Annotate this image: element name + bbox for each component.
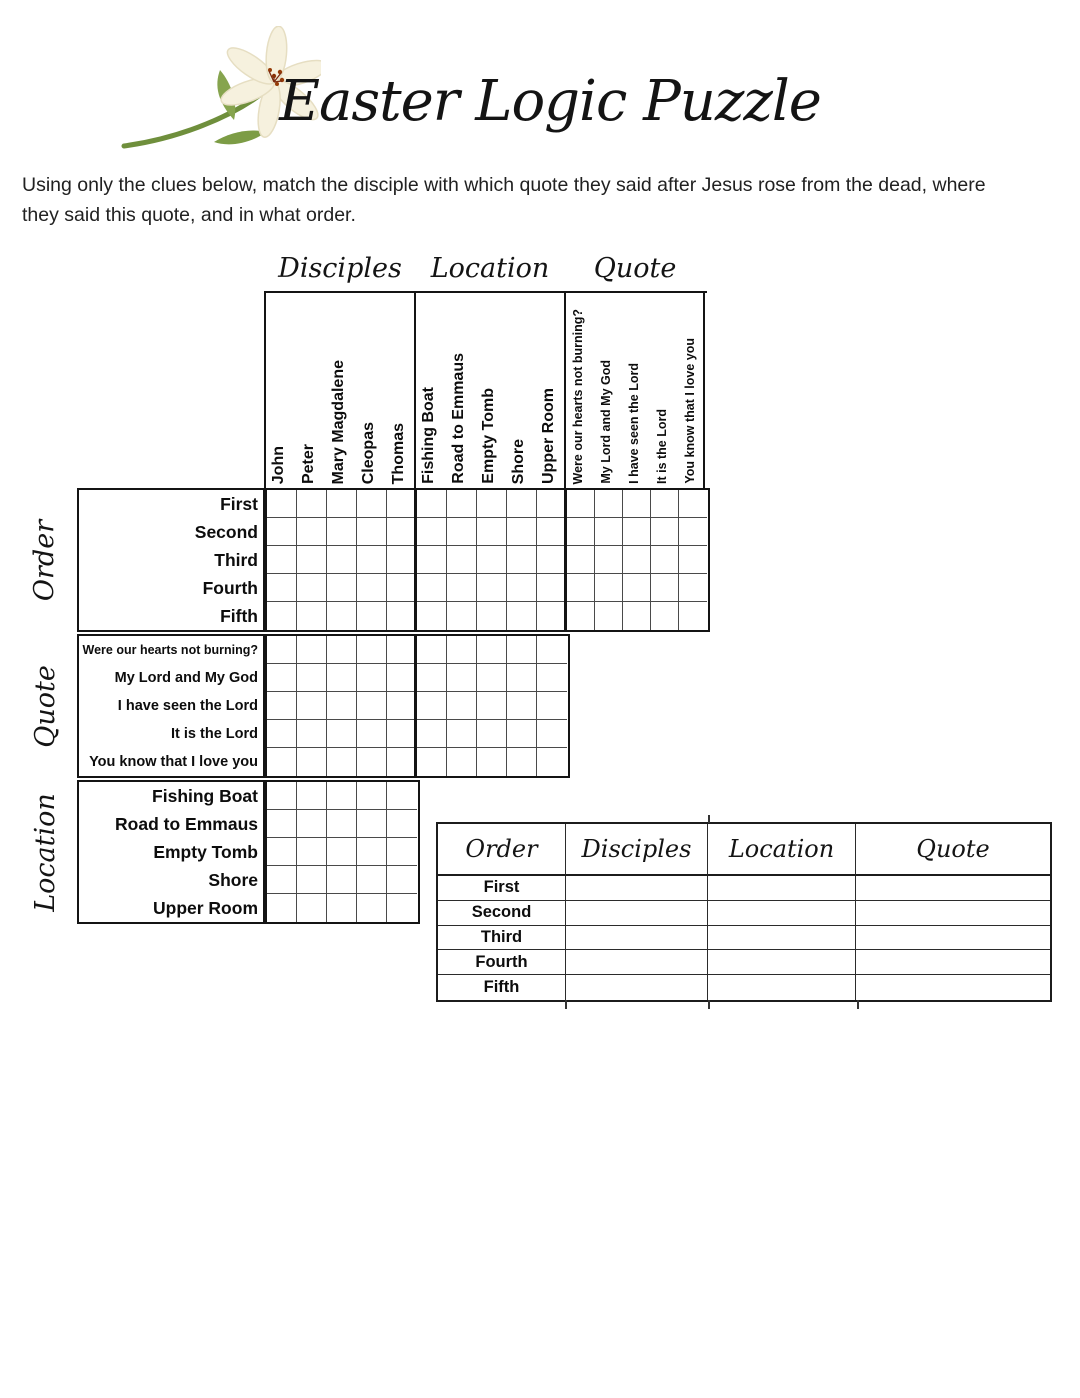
answer-header-disciples: Disciples bbox=[566, 824, 708, 876]
answer-cell-disciple[interactable] bbox=[566, 926, 708, 951]
grid-cell[interactable] bbox=[297, 894, 327, 922]
row-label: I have seen the Lord bbox=[117, 698, 258, 714]
row-group-label-quote bbox=[6, 634, 84, 778]
grid-cell[interactable] bbox=[267, 838, 297, 866]
grid-cell[interactable] bbox=[417, 574, 447, 602]
grid-cell[interactable] bbox=[507, 518, 537, 546]
row-label: Fourth bbox=[202, 577, 258, 598]
answer-cell-location[interactable] bbox=[708, 876, 856, 901]
grid-cell[interactable] bbox=[357, 574, 387, 602]
column-group-label-location: Location bbox=[430, 252, 550, 284]
grid-cell[interactable] bbox=[651, 602, 679, 630]
grid-cell[interactable] bbox=[297, 602, 327, 630]
answer-row-label: Second bbox=[438, 901, 566, 926]
grid-cell[interactable] bbox=[447, 518, 477, 546]
grid-cell[interactable] bbox=[417, 490, 447, 518]
grid-cell[interactable] bbox=[595, 490, 623, 518]
row-label: Fishing Boat bbox=[152, 785, 258, 806]
grid-cell[interactable] bbox=[327, 636, 357, 664]
grid-cell[interactable] bbox=[477, 518, 507, 546]
grid-cell[interactable] bbox=[623, 546, 651, 574]
grid-cell[interactable] bbox=[357, 810, 387, 838]
grid-cell[interactable] bbox=[387, 810, 417, 838]
answer-cell-quote[interactable] bbox=[856, 975, 1050, 1000]
grid-cell[interactable] bbox=[357, 748, 387, 776]
column-group-label-disciples: Disciples bbox=[278, 252, 402, 284]
answer-row-label: Third bbox=[438, 926, 566, 951]
header-divider bbox=[264, 291, 266, 488]
table-line-stub bbox=[708, 1000, 710, 1009]
grid-cell[interactable] bbox=[327, 574, 357, 602]
grid-cell[interactable] bbox=[267, 518, 297, 546]
column-header-locations: Upper Room bbox=[540, 388, 557, 484]
grid-cell[interactable] bbox=[417, 636, 447, 664]
grid-cell[interactable] bbox=[387, 782, 417, 810]
row-label: Empty Tomb bbox=[153, 841, 258, 862]
grid-cell[interactable] bbox=[387, 748, 417, 776]
column-header-locations: Empty Tomb bbox=[480, 388, 497, 484]
table-line-stub bbox=[857, 1000, 859, 1009]
answer-cell-location[interactable] bbox=[708, 901, 856, 926]
grid-cell[interactable] bbox=[297, 546, 327, 574]
grid-cell[interactable] bbox=[267, 782, 297, 810]
grid-cell[interactable] bbox=[477, 490, 507, 518]
column-header-disciples: Peter bbox=[300, 443, 317, 484]
grid-cell[interactable] bbox=[567, 546, 595, 574]
grid-cell[interactable] bbox=[567, 602, 595, 630]
grid-cell[interactable] bbox=[447, 574, 477, 602]
grid-cell[interactable] bbox=[297, 810, 327, 838]
grid-cell[interactable] bbox=[537, 574, 567, 602]
grid-cell[interactable] bbox=[477, 748, 507, 776]
answer-row-label: Fifth bbox=[438, 975, 566, 1000]
grid-cell[interactable] bbox=[267, 692, 297, 720]
grid-cell[interactable] bbox=[387, 894, 417, 922]
grid-cell[interactable] bbox=[267, 866, 297, 894]
column-header-quotes: Were our hearts not burning? bbox=[570, 308, 585, 484]
answer-cell-quote[interactable] bbox=[856, 926, 1050, 951]
row-label: You know that I love you bbox=[89, 754, 258, 770]
row-label: First bbox=[220, 493, 258, 514]
grid-cell[interactable] bbox=[327, 810, 357, 838]
grid-cell[interactable] bbox=[537, 602, 567, 630]
grid-cell[interactable] bbox=[477, 546, 507, 574]
column-header-quotes: My Lord and My God bbox=[598, 360, 613, 484]
grid-cell[interactable] bbox=[679, 518, 707, 546]
grid-cell[interactable] bbox=[507, 692, 537, 720]
grid-cell[interactable] bbox=[417, 546, 447, 574]
grid-block-divider bbox=[414, 488, 417, 632]
grid-cell[interactable] bbox=[357, 866, 387, 894]
row-label: My Lord and My God bbox=[114, 670, 258, 686]
grid-cell[interactable] bbox=[297, 838, 327, 866]
grid-cell[interactable] bbox=[447, 720, 477, 748]
grid-cell[interactable] bbox=[357, 490, 387, 518]
grid-cell[interactable] bbox=[595, 602, 623, 630]
grid-cell[interactable] bbox=[327, 692, 357, 720]
grid-cell[interactable] bbox=[297, 518, 327, 546]
row-label: Were our hearts not burning? bbox=[82, 643, 258, 657]
grid-band bbox=[265, 488, 710, 632]
grid-cell[interactable] bbox=[327, 782, 357, 810]
table-line-stub bbox=[565, 1000, 567, 1009]
grid-cell[interactable] bbox=[567, 490, 595, 518]
answer-cell-quote[interactable] bbox=[856, 901, 1050, 926]
grid-cell[interactable] bbox=[477, 574, 507, 602]
grid-cell[interactable] bbox=[297, 574, 327, 602]
grid-cell[interactable] bbox=[507, 748, 537, 776]
column-group-label-quote: Quote bbox=[593, 252, 677, 284]
grid-cell[interactable] bbox=[327, 664, 357, 692]
grid-cell[interactable] bbox=[595, 574, 623, 602]
row-group-label-order-text: Order bbox=[29, 519, 61, 601]
grid-cell[interactable] bbox=[477, 720, 507, 748]
grid-cell[interactable] bbox=[387, 720, 417, 748]
grid-cell[interactable] bbox=[327, 602, 357, 630]
grid-cell[interactable] bbox=[447, 748, 477, 776]
row-label: Upper Room bbox=[153, 897, 258, 918]
grid-cell[interactable] bbox=[477, 692, 507, 720]
answer-cell-location[interactable] bbox=[708, 926, 856, 951]
grid-cell[interactable] bbox=[267, 894, 297, 922]
column-header-quotes: You know that I love you bbox=[682, 338, 697, 484]
grid-cell[interactable] bbox=[387, 574, 417, 602]
page-title: Easter Logic Puzzle bbox=[279, 69, 821, 134]
grid-cell[interactable] bbox=[537, 664, 567, 692]
grid-cell[interactable] bbox=[297, 720, 327, 748]
grid-cell[interactable] bbox=[679, 602, 707, 630]
grid-cell[interactable] bbox=[537, 546, 567, 574]
grid-cell[interactable] bbox=[387, 602, 417, 630]
grid-cell[interactable] bbox=[357, 692, 387, 720]
grid-cell[interactable] bbox=[679, 546, 707, 574]
row-label: Third bbox=[214, 549, 258, 570]
header-divider bbox=[703, 291, 705, 488]
grid-cell[interactable] bbox=[267, 810, 297, 838]
grid-cell[interactable] bbox=[267, 636, 297, 664]
grid-cell[interactable] bbox=[679, 574, 707, 602]
grid-cell[interactable] bbox=[267, 664, 297, 692]
grid-cell[interactable] bbox=[417, 602, 447, 630]
table-line-stub bbox=[708, 815, 710, 823]
grid-cell[interactable] bbox=[651, 490, 679, 518]
grid-cell[interactable] bbox=[297, 636, 327, 664]
grid-cell[interactable] bbox=[623, 490, 651, 518]
grid-cell[interactable] bbox=[327, 518, 357, 546]
grid-block-divider bbox=[564, 488, 567, 632]
grid-cell[interactable] bbox=[447, 664, 477, 692]
grid-cell[interactable] bbox=[679, 490, 707, 518]
row-label-box-quotes bbox=[77, 634, 265, 778]
column-header-locations: Shore bbox=[510, 438, 527, 484]
grid-cell[interactable] bbox=[357, 546, 387, 574]
grid-cell[interactable] bbox=[507, 636, 537, 664]
grid-cell[interactable] bbox=[651, 546, 679, 574]
instructions: Using only the clues below, match the disciple with which quote they said after Jesus rose from the dead, where they said this quote, and in what order. bbox=[22, 174, 986, 227]
grid-cell[interactable] bbox=[447, 636, 477, 664]
grid-cell[interactable] bbox=[357, 720, 387, 748]
grid-cell[interactable] bbox=[387, 518, 417, 546]
answer-cell-quote[interactable] bbox=[856, 950, 1050, 975]
grid-cell[interactable] bbox=[507, 574, 537, 602]
grid-cell[interactable] bbox=[623, 574, 651, 602]
column-header-locations: Road to Emmaus bbox=[450, 353, 467, 484]
grid-cell[interactable] bbox=[417, 720, 447, 748]
grid-cell[interactable] bbox=[477, 636, 507, 664]
grid-cell[interactable] bbox=[623, 518, 651, 546]
grid-cell[interactable] bbox=[507, 490, 537, 518]
answer-cell-location[interactable] bbox=[708, 975, 856, 1000]
grid-cell[interactable] bbox=[567, 518, 595, 546]
grid-cell[interactable] bbox=[327, 838, 357, 866]
grid-block-divider bbox=[414, 634, 417, 778]
column-header-quotes: I have seen the Lord bbox=[626, 363, 641, 484]
grid-cell[interactable] bbox=[297, 490, 327, 518]
grid-cell[interactable] bbox=[537, 518, 567, 546]
grid-cell[interactable] bbox=[447, 546, 477, 574]
grid-cell[interactable] bbox=[595, 546, 623, 574]
column-header-disciples: Thomas bbox=[390, 422, 407, 484]
grid-cell[interactable] bbox=[387, 546, 417, 574]
answer-header-location: Location bbox=[708, 824, 856, 876]
grid-cell[interactable] bbox=[447, 692, 477, 720]
grid-cell[interactable] bbox=[537, 490, 567, 518]
grid-cell[interactable] bbox=[507, 720, 537, 748]
grid-cell[interactable] bbox=[267, 602, 297, 630]
answer-header-quote: Quote bbox=[856, 824, 1050, 876]
grid-cell[interactable] bbox=[297, 692, 327, 720]
grid-cell[interactable] bbox=[297, 664, 327, 692]
grid-cell[interactable] bbox=[417, 692, 447, 720]
grid-cell[interactable] bbox=[357, 602, 387, 630]
answer-cell-disciple[interactable] bbox=[566, 876, 708, 901]
row-label-box-orders bbox=[77, 488, 265, 632]
grid-cell[interactable] bbox=[357, 782, 387, 810]
header-divider bbox=[564, 291, 566, 488]
grid-cell[interactable] bbox=[357, 636, 387, 664]
answer-row-label: Fourth bbox=[438, 950, 566, 975]
grid-cell[interactable] bbox=[387, 692, 417, 720]
grid-cell[interactable] bbox=[387, 838, 417, 866]
grid-cell[interactable] bbox=[357, 518, 387, 546]
grid-cell[interactable] bbox=[537, 692, 567, 720]
answer-row-label: First bbox=[438, 876, 566, 901]
row-label: Shore bbox=[208, 869, 258, 890]
grid-cell[interactable] bbox=[327, 866, 357, 894]
grid-cell[interactable] bbox=[297, 782, 327, 810]
answer-cell-disciple[interactable] bbox=[566, 950, 708, 975]
grid-band bbox=[265, 634, 570, 778]
grid-cell[interactable] bbox=[357, 894, 387, 922]
grid-cell[interactable] bbox=[387, 866, 417, 894]
grid-cell[interactable] bbox=[537, 720, 567, 748]
grid-cell[interactable] bbox=[417, 518, 447, 546]
column-header-quotes: It is the Lord bbox=[654, 409, 669, 484]
answer-header-order: Order bbox=[438, 824, 566, 876]
grid-cell[interactable] bbox=[651, 574, 679, 602]
grid-cell[interactable] bbox=[267, 490, 297, 518]
grid-cell[interactable] bbox=[327, 546, 357, 574]
grid-cell[interactable] bbox=[267, 720, 297, 748]
grid-cell[interactable] bbox=[387, 664, 417, 692]
answer-cell-location[interactable] bbox=[708, 950, 856, 975]
row-group-label-order bbox=[6, 488, 84, 632]
grid-cell[interactable] bbox=[357, 664, 387, 692]
grid-cell[interactable] bbox=[327, 894, 357, 922]
grid-cell[interactable] bbox=[507, 664, 537, 692]
grid-cell[interactable] bbox=[507, 602, 537, 630]
answer-cell-disciple[interactable] bbox=[566, 975, 708, 1000]
column-header-disciples: Cleopas bbox=[360, 421, 377, 484]
grid-cell[interactable] bbox=[357, 838, 387, 866]
row-label: It is the Lord bbox=[171, 726, 258, 742]
grid-cell[interactable] bbox=[417, 748, 447, 776]
answer-cell-quote[interactable] bbox=[856, 876, 1050, 901]
grid-cell[interactable] bbox=[623, 602, 651, 630]
row-label: Second bbox=[194, 521, 258, 542]
grid-cell[interactable] bbox=[477, 664, 507, 692]
grid-cell[interactable] bbox=[507, 546, 537, 574]
grid-cell[interactable] bbox=[537, 748, 567, 776]
column-header-locations: Fishing Boat bbox=[420, 387, 437, 484]
grid-cell[interactable] bbox=[267, 546, 297, 574]
grid-cell[interactable] bbox=[327, 490, 357, 518]
grid-cell[interactable] bbox=[387, 490, 417, 518]
grid-cell[interactable] bbox=[297, 866, 327, 894]
column-header-disciples: John bbox=[270, 445, 287, 484]
grid-cell[interactable] bbox=[567, 574, 595, 602]
grid-cell[interactable] bbox=[327, 720, 357, 748]
grid-cell[interactable] bbox=[447, 490, 477, 518]
row-group-label-location-text: Location bbox=[29, 792, 61, 912]
answer-cell-disciple[interactable] bbox=[566, 901, 708, 926]
row-label: Fifth bbox=[220, 605, 258, 626]
answer-table bbox=[436, 822, 1052, 1002]
grid-band bbox=[265, 780, 420, 924]
header-divider bbox=[414, 291, 416, 488]
grid-cell[interactable] bbox=[537, 636, 567, 664]
row-label: Road to Emmaus bbox=[115, 813, 258, 834]
grid-cell[interactable] bbox=[267, 574, 297, 602]
grid-cell[interactable] bbox=[327, 748, 357, 776]
grid-cell[interactable] bbox=[477, 602, 507, 630]
row-label-box-locations bbox=[77, 780, 265, 924]
row-group-label-location bbox=[6, 780, 84, 924]
grid-cell[interactable] bbox=[387, 636, 417, 664]
grid-cell[interactable] bbox=[297, 748, 327, 776]
grid-cell[interactable] bbox=[417, 664, 447, 692]
grid-cell[interactable] bbox=[267, 748, 297, 776]
grid-cell[interactable] bbox=[595, 518, 623, 546]
header-top-border bbox=[264, 291, 707, 293]
row-group-label-quote-text: Quote bbox=[29, 664, 61, 748]
grid-cell[interactable] bbox=[447, 602, 477, 630]
column-header-disciples: Mary Magdalene bbox=[330, 359, 347, 484]
grid-cell[interactable] bbox=[651, 518, 679, 546]
